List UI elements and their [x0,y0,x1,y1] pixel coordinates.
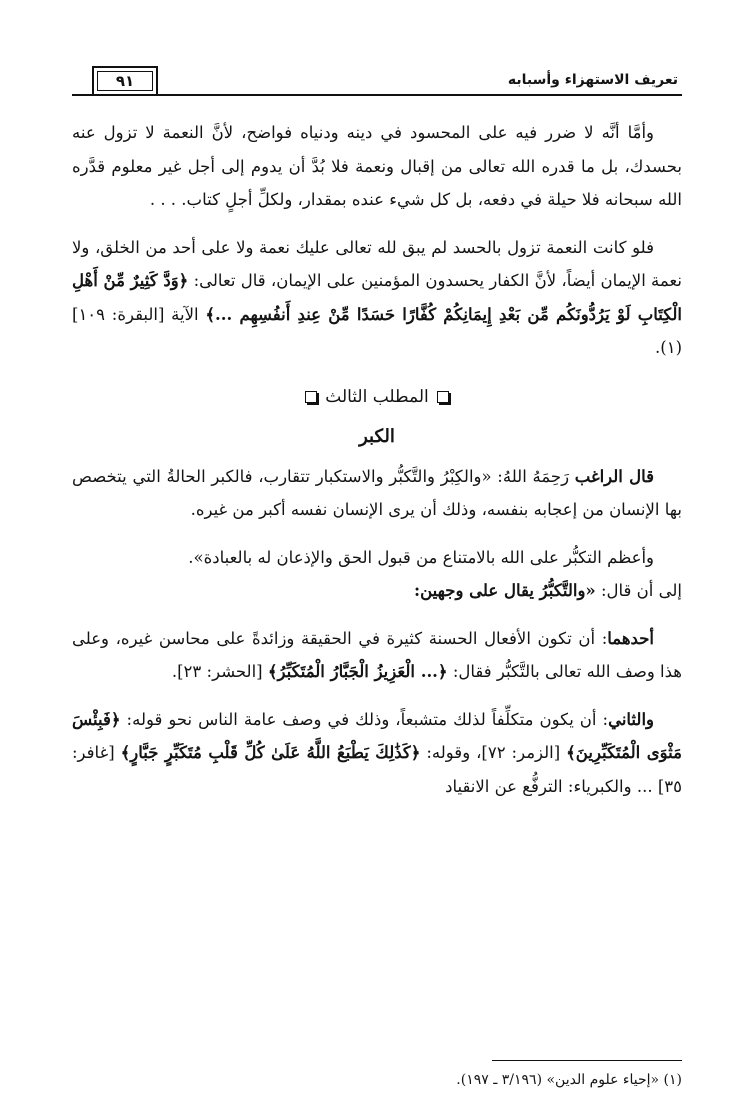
header-rule [72,94,682,96]
footnote-separator [492,1060,682,1061]
running-title: تعريف الاستهزاء وأسبابه [507,72,678,88]
paragraph-ragheb [72,460,682,527]
second-aspect-text: : أن يكون متكلِّفاً لذلك متشبعاً، وذلك في وصف عامة الناس نحو قوله: [120,709,609,729]
second-aspect-citation-1: [الزمر: ٧٢]، وقوله: [420,743,567,762]
page-number: ٩١ [115,72,135,90]
paragraph-4-text: إلى أن قال: [595,581,682,600]
second-aspect-lead: والثاني [608,709,654,729]
first-aspect-lead: أحدهما [607,628,654,648]
section-subtitle: الكبر [359,426,395,447]
square-ornament-icon [437,391,449,403]
paragraph-3: وأعظم التكبُّر على الله بالامتناع من قبول الحق والإذعان له بالعبادة». [188,547,654,567]
paragraph-5 [72,622,682,689]
quran-verse-baqarah: ﴿وَدَّ كَثِيرٌ مِّنْ أَهْلِ الْكِتَابِ لَوْ يَرُدُّونَكُم مِّن بَعْدِ إِيمَانِكُمْ كُفَّارًا حَسَدًا مِّنْ عِندِ أَنفُسِهِم ...﴾ [72,271,682,324]
footnote: (١) «إحياء علوم الدين» (٣/١٩٦ ـ ١٩٧). [456,1072,682,1088]
page-number-box [92,66,158,96]
quran-verse-zumar: ﴿فَبِئْسَ مَثْوَى الْمُتَكَبِّرِينَ﴾ [72,709,682,762]
paragraph-2 [72,231,682,365]
ragheb-text: رَحِمَهُ اللهُ: «والكِبْرُ والتَّكبُّر والاستكبار تتقارب، فالكبر الحالةُ التي يتخصص بها الإنسان من إعجابه بنفسه، وذلك أن يرى الإنسان نفسه أكبر من غيره. [72,466,682,519]
paragraph-6 [72,703,682,804]
first-aspect-citation: [الحشر: ٢٣]. [171,662,268,681]
book-page [72,60,682,1090]
first-aspect-text: : أن تكون الأفعال الحسنة كثيرة في الحقيقة وزائدةً على محاسن غيره، وعلى هذا وصف الله تعالى بالتَّكبُّر فقال: [72,628,682,681]
paragraph-4 [72,574,682,608]
square-ornament-icon [305,391,317,403]
section-title: المطلب الثالث [325,386,429,407]
page-body [72,116,682,817]
section-heading [72,381,682,415]
paragraph-2-citation: الآية [البقرة: ١٠٩](١). [72,304,682,357]
paragraph-1: وأمَّا أنَّه لا ضرر فيه على المحسود في دينه ودنياه فواضح، لأنَّ النعمة لا تزول عنه بحسدك، بل ما قدره الله تعالى من إقبال ونعمة فلا بُدَّ أن يدوم إلى أجل غير معلوم قدَّره الله سبحانه فلا حيلة في دفعه، بل كل شيء عنده بمقدار، ولكلِّ أجلٍ كتاب. . . . [72,123,682,209]
second-aspect-continuation: [غافر: ٣٥] ... والكبرياء: الترفُّع عن الانقياد [72,743,682,796]
quran-verse-hashr: ﴿... الْعَزِيزُ الْجَبَّارُ الْمُتَكَبِّرُ﴾ [267,662,448,681]
paragraph-2-text: فلو كانت النعمة تزول بالحسد لم يبق لله تعالى عليك نعمة ولا على أحد من الخلق، ولا نعمة الإيمان أيضاً، لأنَّ الكفار يحسدون المؤمنين على الإيمان، قال تعالى: [72,237,682,290]
paragraph-4-bold: «والتَّكبُّرُ يقال على وجهين: [414,581,596,600]
quran-verse-ghafir: ﴿كَذَٰلِكَ يَطْبَعُ اللَّهُ عَلَىٰ كُلِّ قَلْبِ مُتَكَبِّرٍ جَبَّارٍ﴾ [120,743,421,762]
running-header [72,60,682,100]
ragheb-lead: قال الراغب [574,466,654,486]
